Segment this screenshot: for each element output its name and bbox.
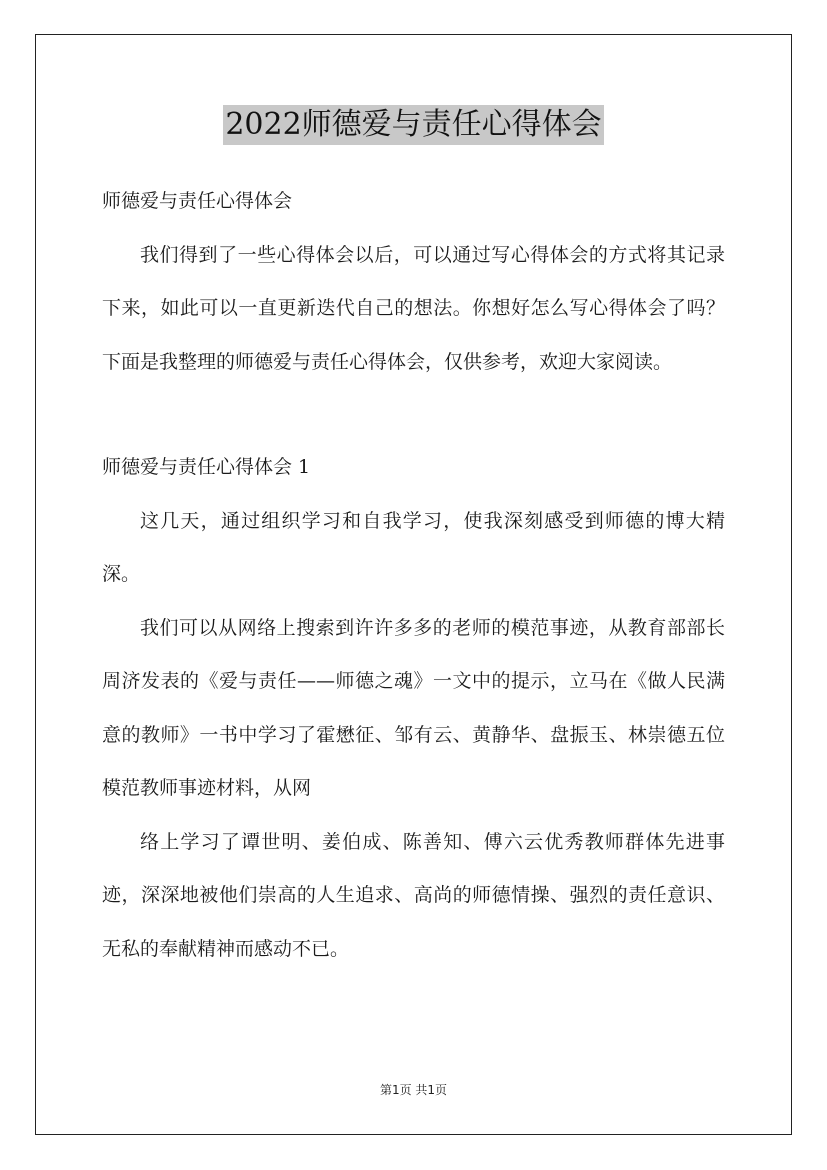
intro-paragraph: 我们得到了一些心得体会以后，可以通过写心得体会的方式将其记录下来，如此可以一直更新迭代自己的想法。你想好怎么写心得体会了吗？下面是我整理的师德爱与责任心得体会，仅供参考，欢迎大家阅读。 — [102, 243, 725, 373]
section-heading-1: 师德爱与责任心得体会 1 — [102, 456, 311, 478]
title-container — [36, 105, 791, 145]
section-heading: 师德爱与责任心得体会 — [102, 190, 293, 212]
page-footer: 第1页 共1页 — [379, 1083, 448, 1097]
body-paragraph: 我们可以从网络上搜索到许许多多的老师的模范事迹，从教育部部长周济发表的《爱与责任——师德之魂》一文中的提示，立马在《做人民满意的教师》一书中学习了霍懋征、邹有云、黄静华、盘振玉、林崇德五位模范教师事迹材料，从网 — [102, 616, 725, 799]
document-title: 2022师德爱与责任心得体会 — [223, 105, 603, 145]
document-page — [35, 34, 792, 1135]
section-gap — [102, 389, 725, 441]
body-paragraph: 络上学习了谭世明、姜伯成、陈善知、傅六云优秀教师群体先进事迹，深深地被他们崇高的人生追求、高尚的师德情操、强烈的责任意识、无私的奉献精神而感动不已。 — [102, 830, 725, 960]
document-body — [102, 175, 725, 976]
body-paragraph: 这几天，通过组织学习和自我学习，使我深刻感受到师德的博大精深。 — [102, 509, 725, 585]
